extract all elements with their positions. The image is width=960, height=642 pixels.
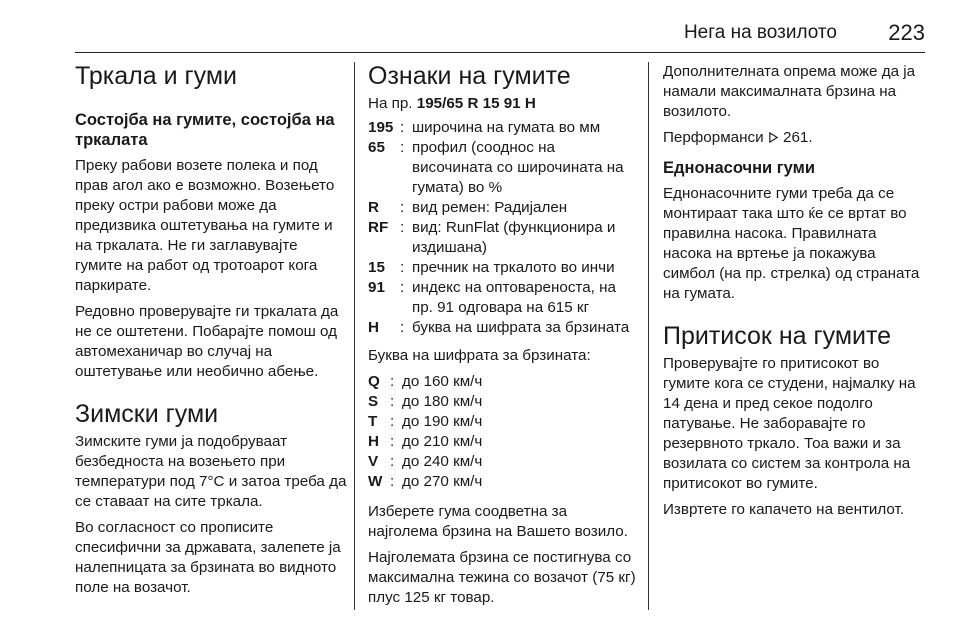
definition-row xyxy=(368,278,638,318)
cross-reference[interactable] xyxy=(663,128,925,148)
definition-value: профил (сооднос на височината со широчината на гумата) во % xyxy=(412,139,624,196)
definition-row xyxy=(368,198,638,218)
paragraph: Редовно проверувајте ги тркалата да не се оштетени. Побарајте помош од автомеханичар во случај на оштетување или необично абење. xyxy=(75,303,339,380)
separator: : xyxy=(390,433,395,450)
speed-row xyxy=(368,432,638,452)
definition-key: 65 xyxy=(368,139,385,156)
page-number: 223 xyxy=(888,20,925,45)
definition-row xyxy=(368,318,638,338)
separator: : xyxy=(400,259,405,276)
speed-value: до 180 км/ч xyxy=(402,393,483,410)
definition-key: RF xyxy=(368,219,389,236)
speed-row xyxy=(368,412,638,432)
example-prefix: На пр. xyxy=(368,95,413,112)
column-3 xyxy=(663,62,925,526)
paragraph: Во согласност со прописите спесифични за државата, залепете ја налепницата за брзината во видното поле на возачот. xyxy=(75,519,341,596)
section-title: Ознаки на гумите xyxy=(368,62,571,90)
speed-key: Q xyxy=(368,373,380,390)
definition-row xyxy=(368,118,638,138)
separator: : xyxy=(400,319,405,336)
definition-value: вид: RunFlat (функционира и издишана) xyxy=(412,219,616,256)
speed-key: S xyxy=(368,393,379,410)
speed-value: до 270 км/ч xyxy=(402,473,483,490)
paragraph: Најголемата брзина се постигнува со максимална тежина со возачот (75 кг) плус 125 кг товар. xyxy=(368,549,636,606)
speed-key: H xyxy=(368,433,379,450)
subsection-heading: Еднонасочни гуми xyxy=(663,159,815,177)
column-2 xyxy=(368,62,638,614)
speed-value: до 210 км/ч xyxy=(402,433,483,450)
separator: : xyxy=(390,413,395,430)
perf-label: Перформанси xyxy=(663,129,764,146)
definition-key: 15 xyxy=(368,259,385,276)
definition-value: широчина на гумата во мм xyxy=(412,119,601,136)
definition-row xyxy=(368,138,638,198)
definition-value: пречник на тркалото во инчи xyxy=(412,259,615,276)
page-reference-arrow-icon xyxy=(768,132,779,143)
paragraph: Дополнителната опрема може да ја намали максималната брзина на возилото. xyxy=(663,63,916,120)
paragraph: Преку рабови возете полека и под прав агол ако е возможно. Возењето преку остри рабови може да предизвика оштетувања на гумите и на тркалата. Не ги заглавувајте гумите на работ од тротоарот кога паркирате. xyxy=(75,157,335,294)
speed-key: V xyxy=(368,453,379,470)
speed-row xyxy=(368,452,638,472)
separator: : xyxy=(400,199,405,216)
definition-value: буква на шифрата за брзината xyxy=(412,319,630,336)
header-title: Нега на возилото xyxy=(683,22,837,43)
separator: : xyxy=(400,119,405,136)
speed-value: до 240 км/ч xyxy=(402,453,483,470)
speed-value: до 190 км/ч xyxy=(402,413,483,430)
column-divider xyxy=(648,62,649,610)
speed-code-list xyxy=(368,372,638,492)
header-rule xyxy=(75,52,925,53)
speed-row xyxy=(368,372,638,392)
definition-value: вид ремен: Радијален xyxy=(412,199,568,216)
definition-value: индекс на оптовареноста, на пр. 91 одговара на 615 кг xyxy=(412,279,616,316)
separator: : xyxy=(390,393,395,410)
definition-row xyxy=(368,258,638,278)
paragraph: Зимските гуми ја подобруваат безбедноста на возењето при температури под 7°C и затоа треба да се ставаат на сите тркала. xyxy=(75,433,347,510)
section-heading: Притисок на гумите xyxy=(663,322,892,350)
separator: : xyxy=(400,279,405,296)
column-divider xyxy=(354,62,355,610)
tyre-code-definitions xyxy=(368,118,638,338)
definition-key: H xyxy=(368,319,379,336)
separator: : xyxy=(390,473,395,490)
separator: : xyxy=(390,453,395,470)
definition-key: 195 xyxy=(368,119,394,136)
subsection-heading: Состојба на гумите, состојба на тркалата xyxy=(75,111,335,149)
paragraph: Извртете го капачето на вентилот. xyxy=(663,501,905,518)
page-header xyxy=(75,20,925,56)
definition-key: R xyxy=(368,199,379,216)
perf-page: 261. xyxy=(783,129,813,146)
speed-intro: Буква на шифрата за брзината: xyxy=(368,347,591,364)
paragraph: Изберете гума соодветна за најголема брзина на Вашето возило. xyxy=(368,503,628,540)
speed-key: W xyxy=(368,473,383,490)
paragraph: Еднонасочните гуми треба да се монтираат така што ќе се вртат во правилна насока. Правилната насока на вртење ја покажува симбол (на пр. стрелка) од страната на гумата. xyxy=(663,185,920,302)
separator: : xyxy=(390,373,395,390)
section-heading: Зимски гуми xyxy=(75,400,219,428)
separator: : xyxy=(400,139,405,156)
speed-key: T xyxy=(368,413,378,430)
paragraph: Проверувајте го притисокот во гумите кога се студени, најмалку на 14 дена и пред секое подолго патување. Не заборавајте го резервното тркало. Тоа важи и за возилата со систем за контрола на притисокот во гумите. xyxy=(663,355,916,492)
speed-row xyxy=(368,472,638,492)
tyre-code-example xyxy=(368,94,638,114)
definition-row xyxy=(368,218,638,258)
section-title: Тркала и гуми xyxy=(75,62,237,90)
speed-value: до 160 км/ч xyxy=(402,373,483,390)
speed-row xyxy=(368,392,638,412)
example-code: 195/65 R 15 91 H xyxy=(416,95,536,112)
definition-key: 91 xyxy=(368,279,385,296)
separator: : xyxy=(400,219,405,236)
column-1 xyxy=(75,62,347,604)
